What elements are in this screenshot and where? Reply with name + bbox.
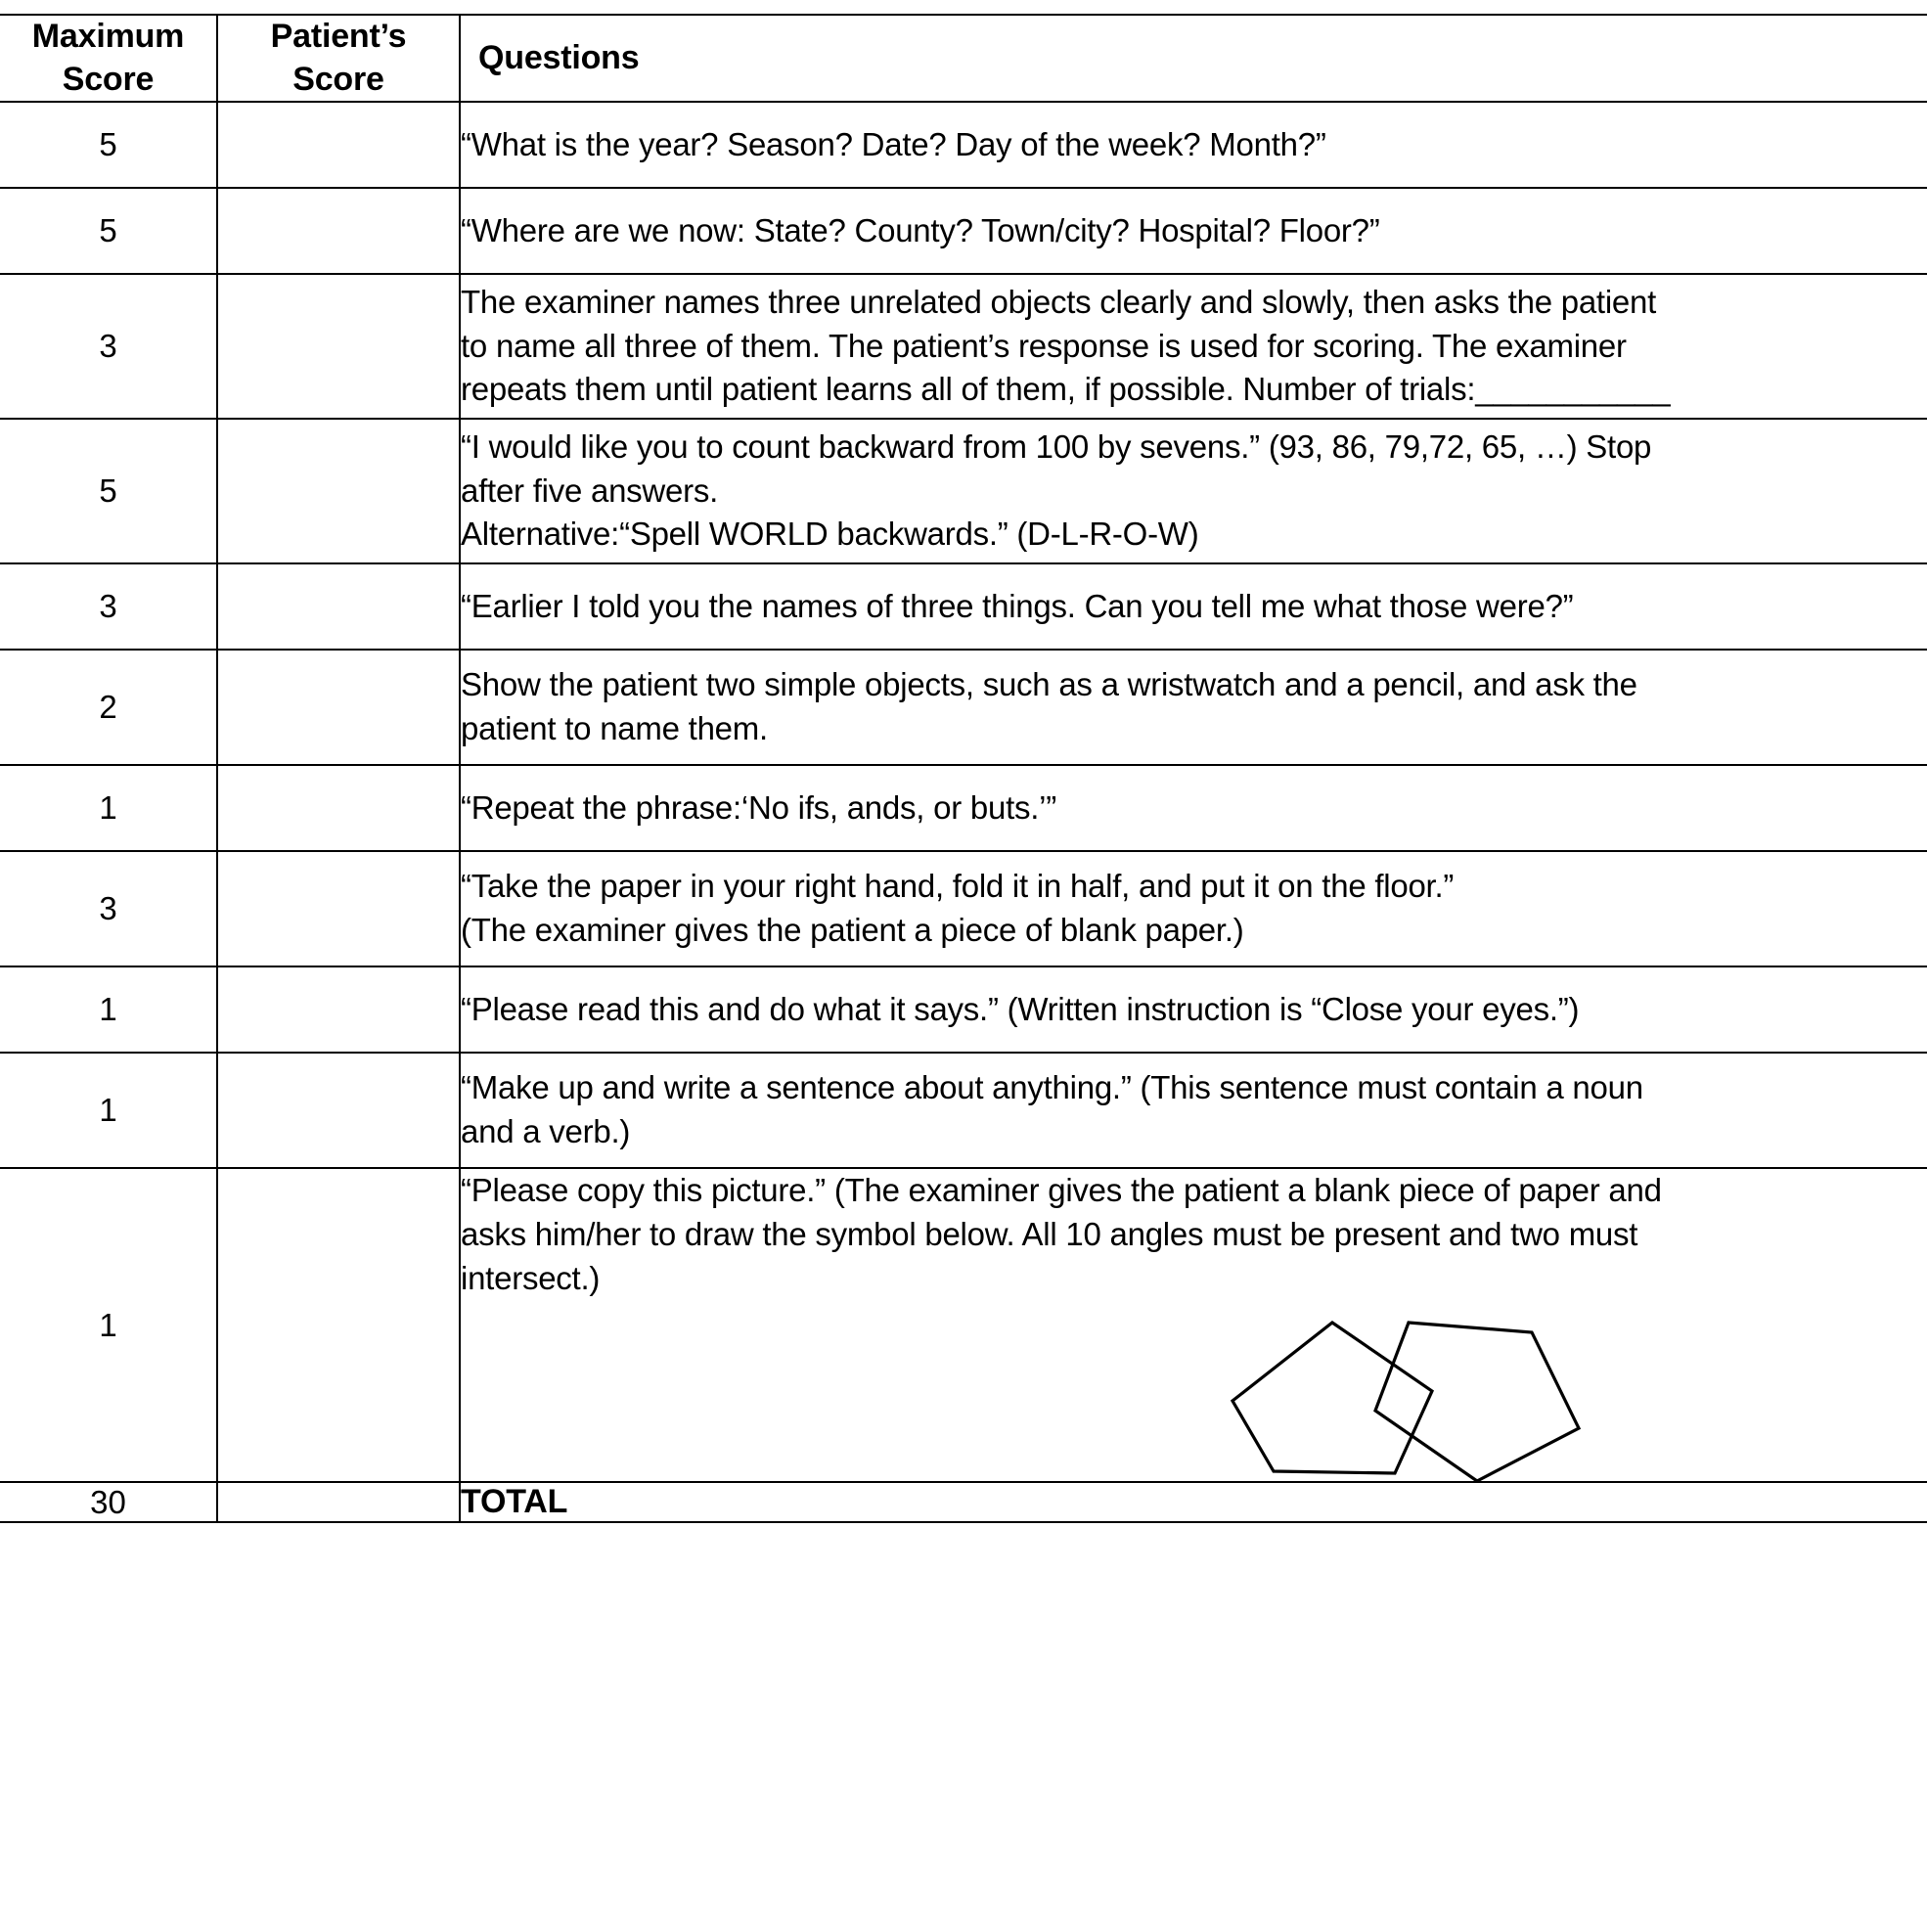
- question-text: [460, 274, 1927, 419]
- question-text: [460, 188, 1927, 274]
- max-score-value: 5: [0, 102, 217, 188]
- table-header: [0, 15, 1927, 102]
- question-text: [460, 650, 1927, 765]
- mmse-form-sheet: [0, 14, 1927, 1932]
- patient-score-input[interactable]: [217, 563, 460, 650]
- max-score-value: 1: [0, 966, 217, 1053]
- question-line: “Earlier I told you the names of three things. Can you tell me what those were?”: [461, 587, 1574, 624]
- table-row: [0, 650, 1927, 765]
- patient-score-input[interactable]: [217, 1053, 460, 1168]
- max-score-value: 5: [0, 188, 217, 274]
- header-patient-line1: Patient’s: [270, 18, 407, 55]
- question-line: “Make up and write a sentence about anything.” (This sentence must contain a noun: [461, 1069, 1643, 1106]
- header-patient-line2: Score: [292, 60, 384, 98]
- table-row: [0, 188, 1927, 274]
- header-max-line1: Maximum: [31, 18, 185, 55]
- question-line: repeats them until patient learns all of them, if possible. Number of trials:___________: [461, 371, 1671, 408]
- question-text: [460, 851, 1927, 966]
- question-line: asks him/her to draw the symbol below. All 10 angles must be present and two must: [461, 1215, 1638, 1252]
- patient-score-input[interactable]: [217, 966, 460, 1053]
- question-line: (The examiner gives the patient a piece of blank paper.): [461, 912, 1244, 949]
- question-line: to name all three of them. The patient’s response is used for scoring. The examiner: [461, 327, 1627, 364]
- column-header-maximum-score: [0, 15, 217, 102]
- question-line: and a verb.): [461, 1113, 631, 1150]
- question-line: “Please read this and do what it says.” (Written instruction is “Close your eyes.”): [461, 990, 1580, 1027]
- question-text: [460, 966, 1927, 1053]
- table-body: [0, 102, 1927, 1522]
- pentagon-figure-container: [461, 1315, 1927, 1481]
- question-line: “Repeat the phrase:‘No ifs, ands, or buts.’”: [461, 788, 1056, 826]
- question-line: Alternative:“Spell WORLD backwards.” (D-L-R-O-W): [461, 516, 1199, 553]
- table-row: [0, 563, 1927, 650]
- patient-score-input[interactable]: [217, 102, 460, 188]
- patient-score-input[interactable]: [217, 650, 460, 765]
- question-text: [460, 102, 1927, 188]
- question-text: [460, 1168, 1927, 1482]
- table-row: [0, 966, 1927, 1053]
- max-score-value: 1: [0, 1053, 217, 1168]
- patient-score-input[interactable]: [217, 765, 460, 851]
- table-row: [0, 419, 1927, 563]
- question-text: [460, 563, 1927, 650]
- table-row: [0, 102, 1927, 188]
- patient-score-input[interactable]: [217, 188, 460, 274]
- question-line: “I would like you to count backward from 100 by sevens.” (93, 86, 79,72, 65, …) Stop: [461, 427, 1652, 465]
- question-line: after five answers.: [461, 472, 719, 509]
- column-header-patient-score: [217, 15, 460, 102]
- question-line: “Please copy this picture.” (The examiner gives the patient a blank piece of paper and: [461, 1172, 1662, 1209]
- question-line: “Take the paper in your right hand, fold it in half, and put it on the floor.”: [461, 868, 1455, 905]
- header-max-line2: Score: [62, 60, 155, 98]
- table-row: [0, 765, 1927, 851]
- question-line: Show the patient two simple objects, such as a wristwatch and a pencil, and ask the: [461, 666, 1637, 703]
- max-score-value: 5: [0, 419, 217, 563]
- patient-score-input[interactable]: [217, 851, 460, 966]
- table-row: [0, 1053, 1927, 1168]
- patient-score-input[interactable]: [217, 1168, 460, 1482]
- question-line: intersect.): [461, 1259, 601, 1296]
- table-row: [0, 1168, 1927, 1482]
- question-line: patient to name them.: [461, 710, 768, 747]
- total-max-score: 30: [0, 1482, 217, 1523]
- question-text: [460, 765, 1927, 851]
- total-row: [0, 1482, 1927, 1523]
- max-score-value: 3: [0, 851, 217, 966]
- question-text: [460, 1053, 1927, 1168]
- patient-score-input[interactable]: [217, 419, 460, 563]
- mmse-score-table: [0, 14, 1927, 1523]
- question-line: “What is the year? Season? Date? Day of the week? Month?”: [461, 125, 1326, 162]
- header-row: [0, 15, 1927, 102]
- question-line: The examiner names three unrelated objects clearly and slowly, then asks the patient: [461, 283, 1657, 320]
- max-score-value: 3: [0, 274, 217, 419]
- max-score-value: 2: [0, 650, 217, 765]
- column-header-questions: Questions: [460, 15, 1927, 102]
- table-row: [0, 274, 1927, 419]
- table-row: [0, 851, 1927, 966]
- patient-score-input[interactable]: [217, 274, 460, 419]
- intersecting-pentagons-icon: [1229, 1315, 1737, 1481]
- total-label: TOTAL: [460, 1482, 1927, 1523]
- max-score-value: 3: [0, 563, 217, 650]
- max-score-value: 1: [0, 765, 217, 851]
- max-score-value: 1: [0, 1168, 217, 1482]
- question-line: “Where are we now: State? County? Town/city? Hospital? Floor?”: [461, 211, 1380, 248]
- question-text: [460, 419, 1927, 563]
- total-patient-score-input[interactable]: [217, 1482, 460, 1523]
